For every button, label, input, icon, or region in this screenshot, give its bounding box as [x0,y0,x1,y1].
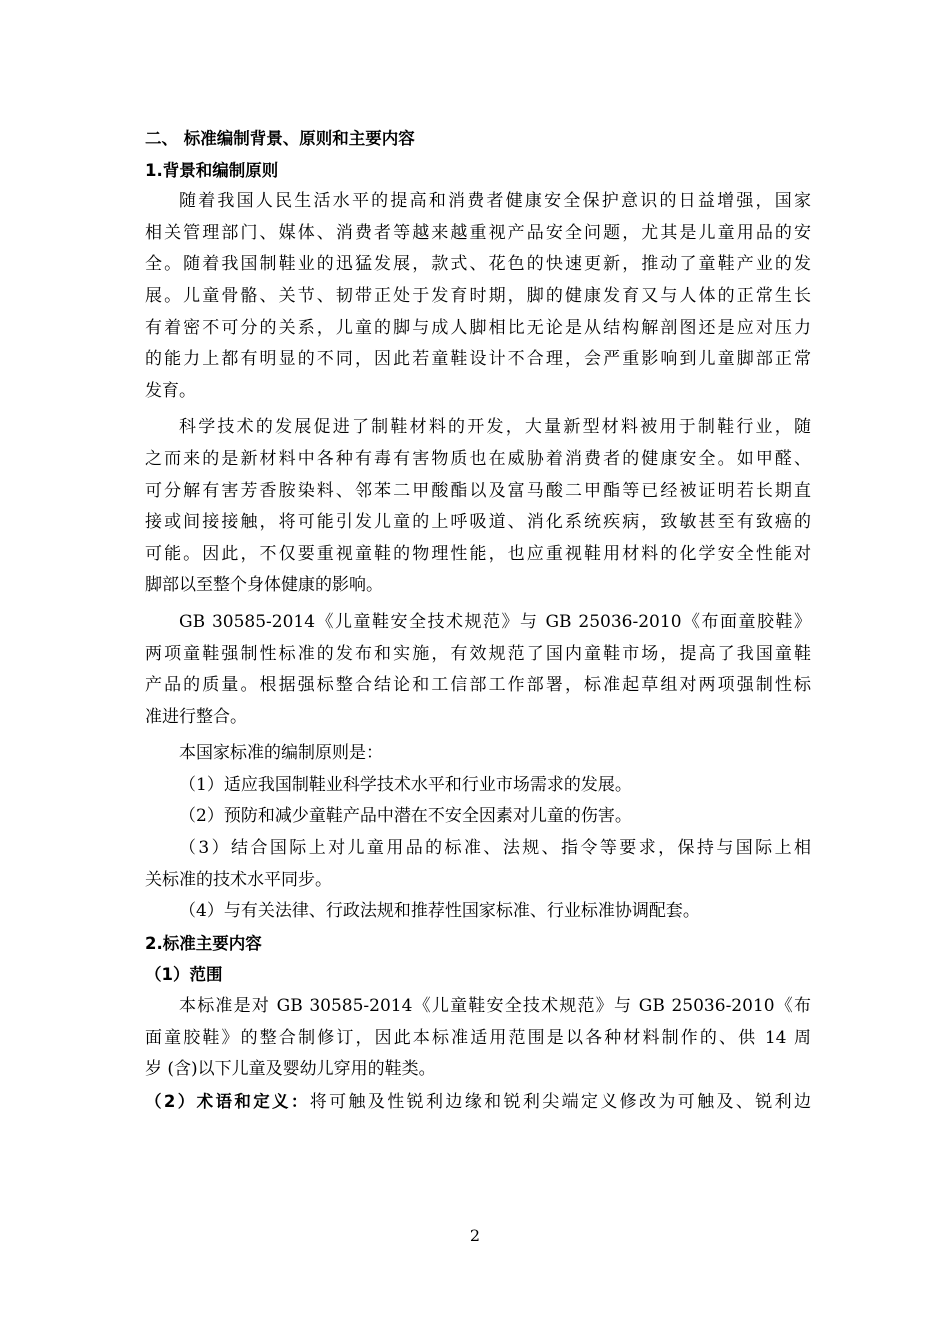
paragraph-line: 有着密不可分的关系，儿童的脚与成人脚相比无论是从结构解剖图还是应对压力 [145,317,811,338]
paragraph-line: 全。随着我国制鞋业的迅猛发展，款式、花色的快速更新，推动了童鞋产业的发 [145,254,811,275]
principle-item-3 [145,833,811,896]
paragraph-line: 相关管理部门、媒体、消费者等越来越重视产品安全问题，尤其是儿童用品的安 [145,222,811,243]
paragraph-scope [145,991,811,1086]
page-number: 2 [469,1226,481,1245]
paragraph-line: 随着我国人民生活水平的提高和消费者健康安全保护意识的日益增强，国家 [179,191,811,212]
paragraph-materials [145,412,811,602]
paragraph-line: （3）结合国际上对儿童用品的标准、法规、指令等要求，保持与国际上相 [179,838,811,859]
principles-intro: 本国家标准的编制原则是： [179,743,383,764]
principle-item-2: （2）预防和减少童鞋产品中潜在不安全因素对儿童的伤害。 [179,806,632,827]
paragraph-background [145,186,811,407]
paragraph-line: 两项童鞋强制性标准的发布和实施，有效规范了国内童鞋市场，提高了我国童鞋 [145,643,811,664]
paragraph-line: 可能。因此，不仅要重视童鞋的物理性能，也应重视鞋用材料的化学安全性能对 [145,543,811,564]
subsection-title-main-content: 2.标准主要内容 [145,933,262,953]
paragraph-line: 发育。 [145,380,196,401]
document-body [145,123,811,1117]
paragraph-line: 产品的质量。根据强标整合结论和工信部工作部署，标准起草组对两项强制性标 [145,675,811,696]
paragraph-line: GB 30585-2014《儿童鞋安全技术规范》与 GB 25036-2010《布面童胶鞋》 [179,611,811,632]
paragraph-line: 岁 (含)以下儿童及婴幼儿穿用的鞋类。 [145,1059,436,1080]
paragraph-line: 的能力上都有明显的不同，因此若童鞋设计不合理，会严重影响到儿童脚部正常 [145,349,811,370]
scope-title: （1）范围 [145,965,223,985]
terms-definitions-line [145,1086,811,1118]
paragraph-line: 科学技术的发展促进了制鞋材料的开发，大量新型材料被用于制鞋行业，随 [179,417,811,438]
subsection-title-background: 1.背景和编制原则 [145,160,279,180]
paragraph-line: 本标准是对 GB 30585-2014《儿童鞋安全技术规范》与 GB 25036-2010《布 [179,996,811,1017]
paragraph-line: 可分解有害芳香胺染料、邻苯二甲酸酯以及富马酸二甲酯等已经被证明若长期直 [145,480,811,501]
paragraph-line: 展。儿童骨骼、关节、韧带正处于发育时期，脚的健康发育又与人体的正常生长 [145,285,811,306]
principle-item-1: （1）适应我国制鞋业科学技术水平和行业市场需求的发展。 [179,774,632,795]
paragraph-line: 准进行整合。 [145,706,247,727]
paragraph-line: 脚部以至整个身体健康的影响。 [145,575,383,596]
paragraph-line: 面童胶鞋》的整合制修订，因此本标准适用范围是以各种材料制作的、供 14 周 [145,1027,811,1048]
section-title: 二、 标准编制背景、原则和主要内容 [145,129,415,148]
paragraph-line: 关标准的技术水平同步。 [145,869,332,890]
paragraph-line: 之而来的是新材料中各种有毒有害物质也在威胁着消费者的健康安全。如甲醛、 [145,448,811,469]
terms-text: 将可触及性锐利边缘和锐利尖端定义修改为可触及、锐利边 [309,1091,811,1112]
paragraph-standards [145,607,811,733]
terms-title: （2）术语和定义： [145,1091,310,1111]
principle-item-4: （4）与有关法律、行政法规和推荐性国家标准、行业标准协调配套。 [179,901,700,922]
paragraph-line: 接或间接接触，将可能引发儿童的上呼吸道、消化系统疾病，致敏甚至有致癌的 [145,512,811,533]
